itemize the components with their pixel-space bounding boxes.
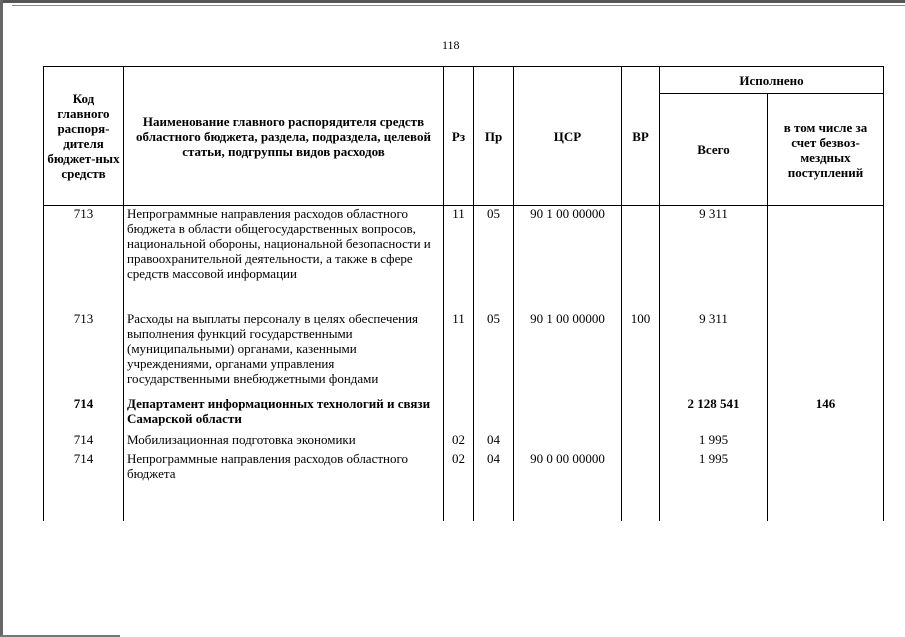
scan-edge-left xyxy=(0,0,3,637)
cell-gratis xyxy=(768,432,884,447)
cell-code: 713 xyxy=(44,311,124,386)
cell-vr xyxy=(622,396,660,426)
cell-csr xyxy=(514,396,622,426)
table-row xyxy=(44,432,884,447)
header-total: Всего xyxy=(660,94,768,206)
cell-total: 1 995 xyxy=(660,451,768,481)
cell-code: 714 xyxy=(44,432,124,447)
scan-edge-line xyxy=(12,5,905,6)
scan-edge-top xyxy=(0,0,905,3)
cell-csr xyxy=(514,432,622,447)
cell-name: Департамент информационных технологий и связи Самарской области xyxy=(124,396,444,426)
cell-pr: 04 xyxy=(474,432,514,447)
cell-rz xyxy=(444,396,474,426)
cell-code: 713 xyxy=(44,206,124,282)
cell-rz: 02 xyxy=(444,432,474,447)
cell-code: 714 xyxy=(44,396,124,426)
cell-csr: 90 1 00 00000 xyxy=(514,206,622,282)
cell-gratis xyxy=(768,451,884,481)
cell-total: 9 311 xyxy=(660,206,768,282)
cell-csr: 90 1 00 00000 xyxy=(514,311,622,386)
row-spacer xyxy=(44,281,884,311)
cell-pr: 05 xyxy=(474,311,514,386)
cell-total: 9 311 xyxy=(660,311,768,386)
cell-gratis: 146 xyxy=(768,396,884,426)
cell-pr xyxy=(474,396,514,426)
header-csr: ЦСР xyxy=(514,67,622,206)
cell-name: Непрограммные направления расходов областного бюджета xyxy=(124,451,444,481)
table-row xyxy=(44,396,884,426)
header-code: Код главного распоря-дителя бюджет-ных средств xyxy=(44,67,124,206)
cell-vr xyxy=(622,206,660,282)
cell-name: Мобилизационная подготовка экономики xyxy=(124,432,444,447)
cell-rz: 02 xyxy=(444,451,474,481)
cell-pr: 04 xyxy=(474,451,514,481)
cell-pr: 05 xyxy=(474,206,514,282)
cell-name: Непрограммные направления расходов областного бюджета в области общегосударственных вопросов, национальной обороны, национальной безопасности и правоохранительной деятельности, а также в сфере средств массовой информации xyxy=(124,206,444,282)
table-row xyxy=(44,451,884,481)
cell-csr: 90 0 00 00000 xyxy=(514,451,622,481)
cell-total: 2 128 541 xyxy=(660,396,768,426)
cell-rz: 11 xyxy=(444,311,474,386)
table-row xyxy=(44,206,884,282)
header-executed: Исполнено xyxy=(660,67,884,94)
cell-gratis xyxy=(768,206,884,282)
table-row xyxy=(44,311,884,386)
header-name: Наименование главного распорядителя средств областного бюджета, раздела, подраздела, целевой статьи, подгруппы видов расходов xyxy=(124,67,444,206)
header-pr: Пр xyxy=(474,67,514,206)
table-body xyxy=(44,206,884,522)
cell-gratis xyxy=(768,311,884,386)
budget-table xyxy=(43,66,884,521)
row-spacer xyxy=(44,386,884,396)
page-number: 118 xyxy=(442,38,460,52)
cell-vr xyxy=(622,451,660,481)
header-vr: ВР xyxy=(622,67,660,206)
header-gratis: в том числе за счет безвоз-мездных поступлений xyxy=(768,94,884,206)
table-header xyxy=(44,67,884,206)
cell-vr xyxy=(622,432,660,447)
header-rz: Рз xyxy=(444,67,474,206)
cell-code: 714 xyxy=(44,451,124,481)
cell-rz: 11 xyxy=(444,206,474,282)
cell-vr: 100 xyxy=(622,311,660,386)
cell-name: Расходы на выплаты персоналу в целях обеспечения выполнения функций государственными (муниципальными) органами, казенными учреждениями, органами управления государственными внебюджетными фондами xyxy=(124,311,444,386)
cell-total: 1 995 xyxy=(660,432,768,447)
row-spacer xyxy=(44,481,884,521)
